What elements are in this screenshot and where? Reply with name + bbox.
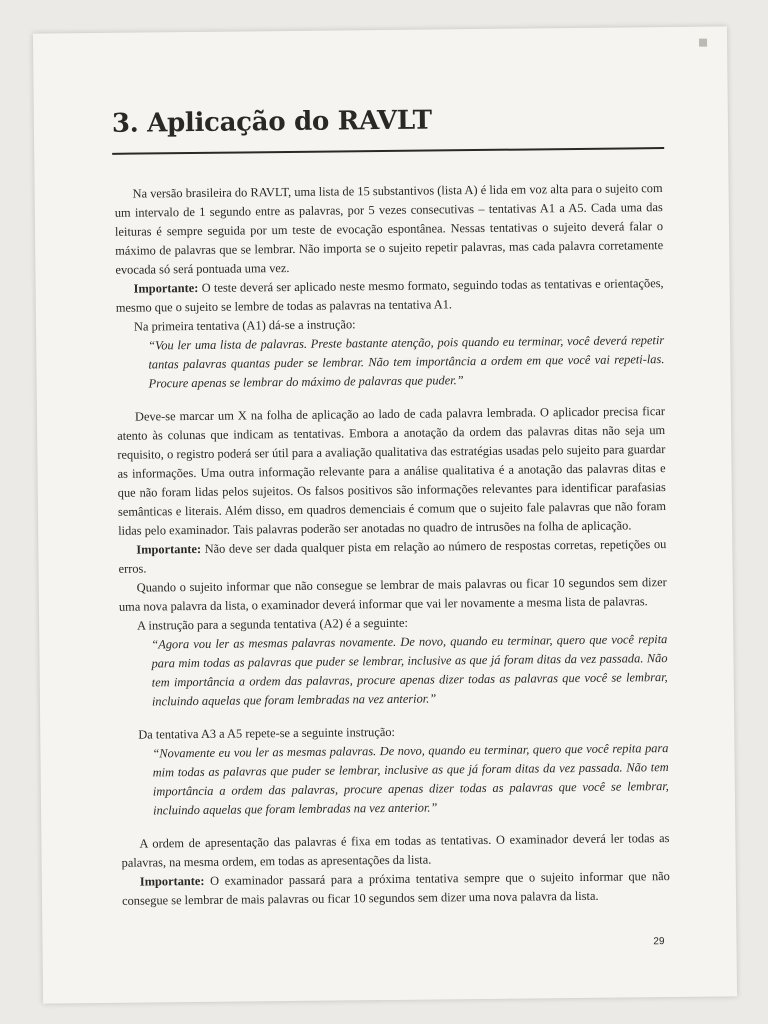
page-number: 29	[653, 936, 665, 948]
important-text: O teste deverá ser aplicado neste mesmo formato, seguindo todas as tentativas e orientações, mesmo que o sujeito se lembre de todas as palavras na tentativa A1.	[115, 276, 664, 315]
quote-instruction-a1: “Vou ler uma lista de palavras. Preste bastante atenção, pois quando eu terminar, você deverá repetir tantas palavras quantas puder se lembrar. Não tem importância a ordem em que você vai repeti-las. Procure apenas se lembrar do máximo de palavras que puder.”	[148, 333, 665, 391]
quote-instruction-a2: “Agora vou ler as mesmas palavras novamente. De novo, quando eu terminar, quero que você repita para mim todas as palavras que puder se lembrar, inclusive as que já foram ditas da vez passada. Não tem importância a ordem das palavras, procure apenas dizer todas as palavras que você se lembrar, incluindo aquelas que foram lembradas na vez anterior.”	[151, 632, 668, 709]
paragraph-order: A ordem de apresentação das palavras é fixa em todas as tentativas. O examinador deverá ler todas as palavras, na mesma ordem, em todas as apresentações da lista.	[121, 831, 670, 870]
title-rule	[112, 147, 664, 155]
paragraph-intro: Na versão brasileira do RAVLT, uma lista de 15 substantivos (lista A) é lida em voz alta para o sujeito com um intervalo de 1 segundo entre as palavras, por 5 vezes consecutivas – tentativas A1 a A5. Cada uma das leituras é sempre seguida por um teste de evocação espontânea. Nessas tentativas o sujeito deverá falar o máximo de palavras que se lembrar. Não importa se o sujeito repetir palavras, mas cada palavra corretamente evocada só será pontuada uma vez.	[114, 181, 664, 277]
body-text	[115, 179, 671, 911]
important-text: O examinador passará para a próxima tentativa sempre que o sujeito informar que não consegue se lembrar de mais palavras ou ficar 10 segundos sem dizer uma nova palavra da lista.	[121, 869, 670, 908]
section-title: 3. Aplicação do RAVLT	[111, 105, 432, 139]
important-label: Importante:	[136, 541, 202, 557]
important-label: Importante:	[133, 280, 199, 296]
important-text: Não deve ser dada qualquer pista em relação ao número de respostas corretas, repetições ou erros.	[118, 537, 667, 576]
paragraph-important-1	[116, 274, 664, 318]
paragraph-important-3	[122, 867, 670, 911]
paragraph-second-trial: A instrução para a segunda tentativa (A2) é a seguinte:	[137, 615, 408, 633]
important-label: Importante:	[139, 873, 205, 889]
quote-instruction-a3-a5: “Novamente eu vou ler as mesmas palavras. De novo, quando eu terminar, quero que você repita para mim todas as palavras que puder se lembrar, inclusive as que já foram ditas da vez passada. Não tem importância a ordem das palavras, procure apenas dizer todas as palavras que você se lembrar, incluindo aquelas que foram lembradas na vez anterior.”	[152, 741, 669, 818]
document-page	[33, 26, 737, 1003]
corner-mark	[699, 39, 707, 47]
paragraph-first-trial: Na primeira tentativa (A1) dá-se a instrução:	[133, 317, 356, 334]
paragraph-important-2	[118, 535, 666, 579]
paragraph-marking: Deve-se marcar um X na folha de aplicação ao lado de cada palavra lembrada. O aplicador precisa ficar atento às colunas que indicam as tentativas. Embora a anotação da ordem das palavras ditas não seja um requisito, o registro poderá ser útil para a avaliação qualitativa das estratégias usadas pelo sujeito para guardar as informações. Uma outra informação relevante para a análise qualitativa é a anotação das palavras ditas e que não foram lidas pelos sujeitos. Os falsos positivos são informações relevantes para identificar parafasias semânticas e literais. Além disso, em quadros demenciais é comum que o sujeito fale palavras que não foram lidas pelo examinador. Tais palavras poderão ser anotadas no quadro de intrusões na folha de aplicação.	[117, 404, 666, 538]
paragraph-repeat-list: Quando o sujeito informar que não consegue se lembrar de mais palavras ou ficar 10 segundos sem dizer uma nova palavra da lista, o examinador deverá informar que vai ler novamente a mesma lista de palavras.	[118, 575, 667, 614]
paragraph-trials-a3-a5: Da tentativa A3 a A5 repete-se a seguinte instrução:	[138, 724, 396, 742]
